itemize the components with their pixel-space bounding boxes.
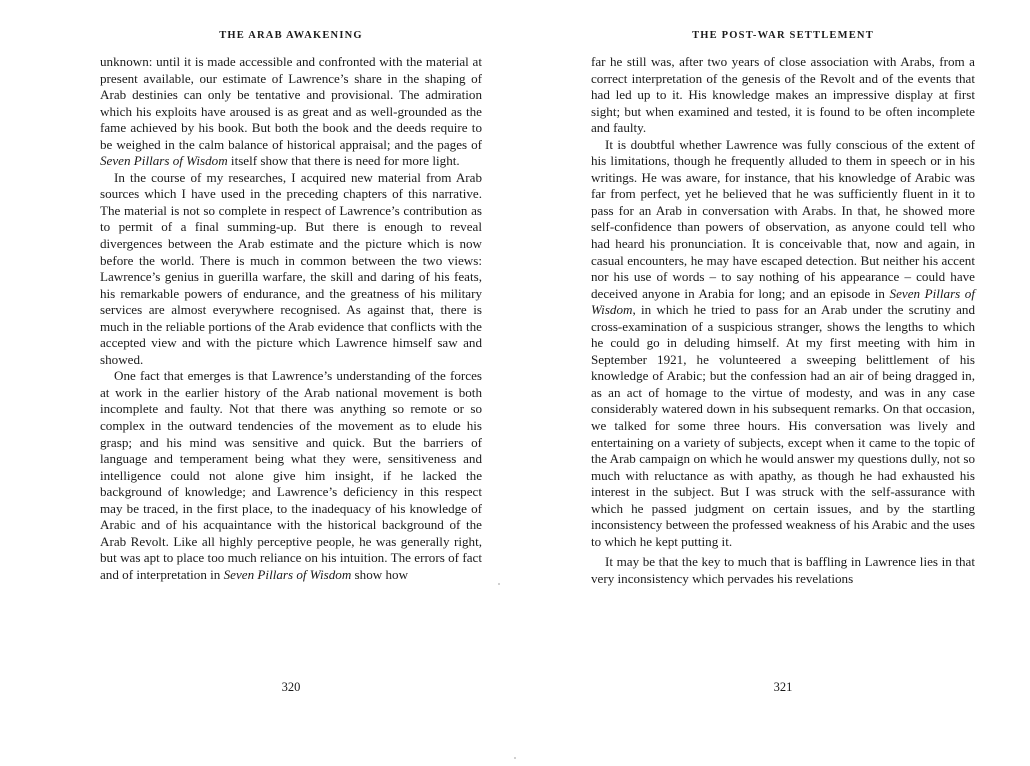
paragraph: It is doubtful whether Lawrence was fully conscious of the extent of his limitations, though he frequently alluded to them in speech or in his writings. He was aware, for instance, that his knowledge of Arabic was far from perfect, yet he believed that he was sufficiently fluent in it to pass for an Arab in conversation with Arabs. In that, he showed more self-confidence than powers of observation, as anyone could tell who had heard his pronunciation. It is conceivable that, now and again, in casual encounters, he may have escaped detection. But neither his accent nor his use of words – to say nothing of his appearance – could have deceived anyone in Arabia for long; and an episode in Seven Pillars of Wisdom, in which he tried to pass for an Arab under the scrutiny and cross-examination of a suspicious stranger, shows the lengths to which he could go in deluding himself. At my first meeting with him in September 1921, he volunteered a sweeping belittlement of his knowledge of Arabic; but the confession had an air of being dragged in, as an act of homage to the virtue of modesty, and was in any case considerably watered down in his subsequent remarks. On that occasion, we talked for some three hours. His conversation was lively and entertaining on a variety of subjects, except when it came to the topic of the Arab campaign on which he would answer my questions dully, not so much with reluctance as with apathy, as though he had exhausted his interest in the subject. But I was struck with the self-assurance with which he passed judgment on certain issues, and by the startling inconsistency between the professed weakness of his Arabic and the uses to which he kept putting it. [591,136,975,549]
paragraph: One fact that emerges is that Lawrence’s understanding of the forces at work in the earlier history of the Arab national movement is both incomplete and faulty. Not that there was anything so remote or so complex in the outward tendencies of the movement as to elude his grasp; and his mind was sensitive and quick. But the barriers of language and temperament being what they were, sensitiveness and intelligence could not alone give him insight, if he lacked the background of knowledge; and Lawrence’s deficiency in this respect may be traced, in the first place, to the inadequacy of his knowledge of Arabic and of his acquaintance with the historical background of the Arab Revolt. Like all highly perceptive people, he was generally right, but was apt to place too much reliance on his intuition. The errors of fact and of interpretation in Seven Pillars of Wisdom show how [100,368,482,582]
page-number-right: 321 [773,680,793,694]
right-page-body [591,54,975,588]
paragraph: far he still was, after two years of close association with Arabs, from a correct interpretation of the genesis of the Revolt and of the events that had led up to it. His knowledge makes an impressive display at first sight; but when examined and tested, it is found to be often incomplete and faulty. [591,54,975,136]
scan-speck [498,583,500,585]
scan-speck [514,757,516,759]
page-number-left: 320 [281,680,301,694]
running-head-right: THE POST-WAR SETTLEMENT [692,30,874,41]
book-title: Seven Pillars of Wisdom [100,153,228,169]
paragraph: unknown: until it is made accessible and confronted with the material at present available, our estimate of Lawrence’s share in the shaping of Arab destinies can only be tentative and provisional. The admiration which his exploits have aroused is as great and as well-grounded as the fame achieved by his book. But both the book and the deeds require to be weighed in the calm balance of historical appraisal; and the pages of Seven Pillars of Wisdom itself show that there is need for more light. [100,54,482,169]
paragraph: In the course of my researches, I acquired new material from Arab sources which I have used in the preceding chapters of this narrative. The material is not so complete in respect of Lawrence’s contribution as to permit of a final summing-up. But there is enough to reveal divergences between the Arab estimate and the picture which is now before the world. There is much in common between the two views: Lawrence’s genius in guerilla warfare, the skill and daring of his feats, his remarkable powers of endurance, and the greatness of his military services are almost everywhere recognised. As against that, there is much in the reliable portions of the Arab evidence that conflicts with the accepted view and with the picture which Lawrence himself saw and showed. [100,169,482,367]
book-title: Seven Pillars of Wisdom [591,285,975,318]
book-title: Seven Pillars of Wisdom [223,566,352,582]
running-head-left: THE ARAB AWAKENING [219,30,363,41]
left-page-body [100,54,482,584]
left-page [100,0,482,766]
right-page [591,0,975,766]
paragraph: It may be that the key to much that is baffling in Lawrence lies in that very inconsistency which pervades his revelations [591,554,975,586]
